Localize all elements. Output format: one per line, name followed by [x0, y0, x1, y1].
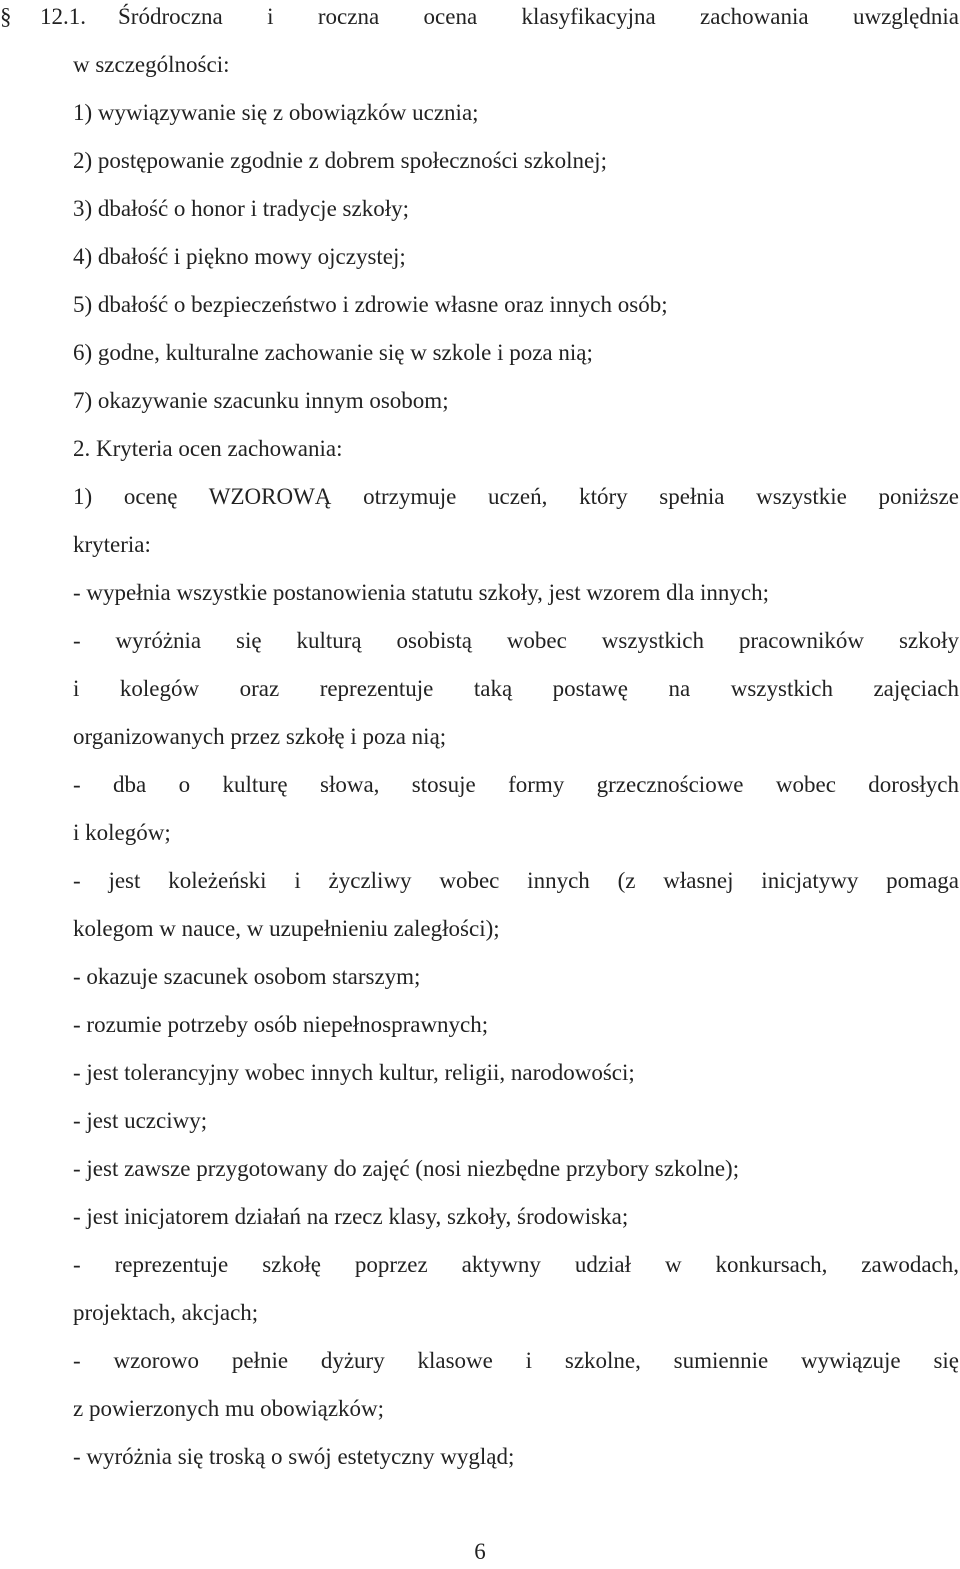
- criteria-line: - jest koleżeński i życzliwy wobec innych (z własnej inicjatywy pomaga: [73, 868, 959, 893]
- criteria-line: - okazuje szacunek osobom starszym;: [73, 964, 421, 989]
- list-item: 6) godne, kulturalne zachowanie się w szkole i poza nią;: [73, 340, 593, 365]
- section-sign: §: [0, 4, 12, 29]
- grade-line-1: 1) ocenę WZOROWĄ otrzymuje uczeń, który spełnia wszystkie poniższe: [73, 484, 959, 509]
- criteria-line: - jest uczciwy;: [73, 1108, 208, 1133]
- list-item: 7) okazywanie szacunku innym osobom;: [73, 388, 449, 413]
- criteria-line: - wyróżnia się troską o swój estetyczny wygląd;: [73, 1444, 515, 1469]
- criteria-heading: 2. Kryteria ocen zachowania:: [73, 436, 343, 461]
- list-item: 4) dbałość i piękno mowy ojczystej;: [73, 244, 406, 269]
- section-heading: [0, 0, 960, 34]
- grade-line-2: kryteria:: [73, 532, 151, 557]
- list-item: 5) dbałość o bezpieczeństwo i zdrowie własne oraz innych osób;: [73, 292, 668, 317]
- list-item: 2) postępowanie zgodnie z dobrem społeczności szkolnej;: [73, 148, 607, 173]
- criteria-line: kolegom w nauce, w uzupełnieniu zaległości);: [73, 916, 500, 941]
- section-intro-line-2: w szczególności:: [73, 52, 230, 77]
- list-item: 3) dbałość o honor i tradycje szkoły;: [73, 196, 409, 221]
- criteria-line: - wyróżnia się kulturą osobistą wobec wszystkich pracowników szkoły: [73, 628, 959, 653]
- criteria-line: - wypełnia wszystkie postanowienia statutu szkoły, jest wzorem dla innych;: [73, 580, 770, 605]
- criteria-line: - dba o kulturę słowa, stosuje formy grzecznościowe wobec dorosłych: [73, 772, 959, 797]
- criteria-line: - jest inicjatorem działań na rzecz klasy, szkoły, środowiska;: [73, 1204, 629, 1229]
- criteria-line: - wzorowo pełnie dyżury klasowe i szkolne, sumiennie wywiązuje się: [73, 1348, 959, 1373]
- criteria-line: z powierzonych mu obowiązków;: [73, 1396, 385, 1421]
- list-item: 1) wywiązywanie się z obowiązków ucznia;: [73, 100, 479, 125]
- section-number: 12.1.: [40, 4, 86, 29]
- criteria-line: projektach, akcjach;: [73, 1300, 259, 1325]
- criteria-line: i kolegów oraz reprezentuje taką postawę na wszystkich zajęciach: [73, 676, 959, 701]
- criteria-line: - jest zawsze przygotowany do zajęć (nosi niezbędne przybory szkolne);: [73, 1156, 740, 1181]
- criteria-line: organizowanych przez szkołę i poza nią;: [73, 724, 447, 749]
- section-intro-line-1: Śródroczna i roczna ocena klasyfikacyjna zachowania uwzględnia: [118, 4, 959, 29]
- criteria-line: - rozumie potrzeby osób niepełnosprawnych;: [73, 1012, 489, 1037]
- criteria-line: - jest tolerancyjny wobec innych kultur, religii, narodowości;: [73, 1060, 635, 1085]
- criteria-line: i kolegów;: [73, 820, 171, 845]
- criteria-line: - reprezentuje szkołę poprzez aktywny udział w konkursach, zawodach,: [73, 1252, 959, 1277]
- page-number: 6: [474, 1539, 486, 1564]
